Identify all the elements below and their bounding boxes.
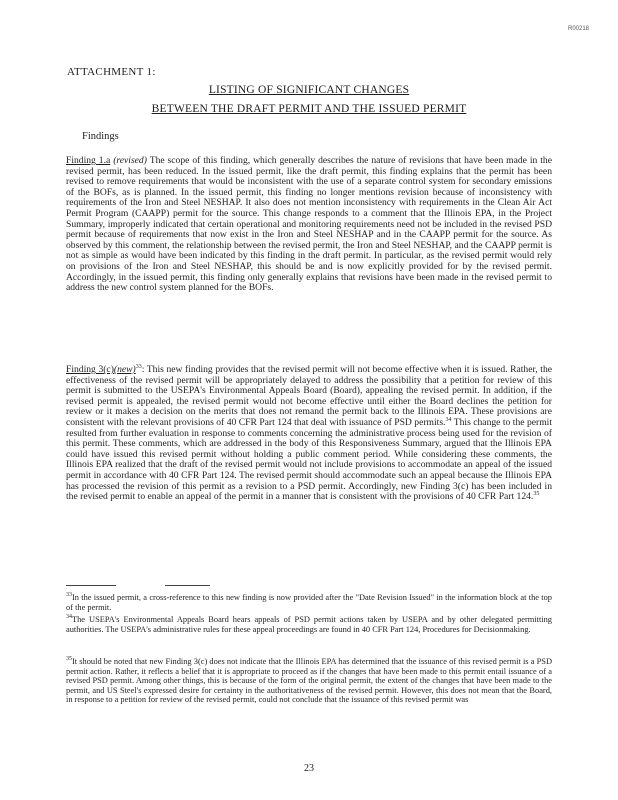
footnote-text: It should be noted that new Finding 3(c) does not indicate that the Illinois EPA has determined that the issuance of this revised permit is a PSD permit action. Rather, it reflects a belief that it is appropriate to proceed as if the changes that have been made to this permit entail issuance of a revised PSD permit. Among other things, this is because of the form of the original permit, the extent of the changes that have been made to the permit, and US Steel's expressed desire for certainty in the authoritativeness of the revised permit. However, this does not mean that the Board, in response to a petition for review of the revised permit, could not conclude that the issuance of this revised permit was [66,657,552,704]
footnote-33 [66,593,552,612]
bates-stamp: R00218 [568,26,590,32]
footnote-34 [66,615,552,634]
footnote-text: The USEPA's Environmental Appeals Board hears appeals of PSD permit actions taken by USEPA and by other delegated permitting authorities. The USEPA's administrative rules for these appeal proceedings are found in 40 CFR Part 124, Procedures for Decisionmaking. [66,615,552,634]
paragraph-finding-1a [66,156,552,294]
footnote-ref-35: 35 [533,490,540,497]
paragraph-finding-3c [66,365,552,503]
finding-3c-label: Finding 3(c)(new) [66,364,136,375]
page-number: 23 [304,763,314,774]
footnote-number: 35 [66,656,72,663]
finding-3c-status: (new) [113,364,136,375]
finding-3c-text-b: This change to the permit resulted from further evaluation in response to comments concerning the administrative process being used for the revision of this permit. These comments, which are addressed in the body of this Responsiveness Summary, argued that the Illinois EPA could have issued this revised permit without holding a public comment period. While considering these comments, the Illinois EPA realized that the draft of the revised permit would not include provisions to accommodate an appeal of the issued permit in accordance with 40 CFR Part 124. The revised permit should accommodate such an appeal because the Illinois EPA has processed the revision of this permit as a revision to a PSD permit. Accordingly, new Finding 3(c) has been included in the revised permit to enable an appeal of the permit in a manner that is consistent with the provisions of 40 CFR Part 124. [66,416,552,503]
footnote-text: In the issued permit, a cross-reference to this new finding is now provided after the "Date Revision Issued" in the information block at the top of the permit. [66,593,552,612]
finding-1a-label: Finding 1.a [66,155,111,166]
document-title-line-2: BETWEEN THE DRAFT PERMIT AND THE ISSUED PERMIT [151,103,467,115]
footnote-number: 33 [66,592,72,599]
footnote-ref-33: 33 [135,363,142,370]
footnote-divider-2 [165,585,210,586]
finding-1a-status: (revised) [113,155,147,166]
finding-1a-text: The scope of this finding, which generally describes the nature of revisions that have been made in the revised permit, has been reduced. In the issued permit, like the draft permit, this finding explains that the permit has been revised to remove requirements that would be inconsistent with the use of a separate control system for secondary emissions of the BOFs, as is planned. In the issued permit, this finding no longer mentions revision because of inconsistency with requirements of the Iron and Steel NESHAP. It also does not mention inconsistency with requirements in the Clean Air Act Permit Program (CAAPP) permit for the source. This change responds to a comment that the Illinois EPA, in the Project Summary, improperly indicated that certain operational and monitoring requirements need not be included in the revised PSD permit because of requirements that now exist in the Iron and Steel NESHAP and in the CAAPP permit for the source. As observed by this comment, the relationship between the revised permit, the Iron and Steel NESHAP, and the CAAPP permit is not as simple as would have been indicated by this finding in the draft permit. In particular, as the revised permit would rely on provisions of the Iron and Steel NESHAP, this should be and is now explicitly provided for by the revised permit. Accordingly, in the issued permit, this finding only generally explains that revisions have been made in the revised permit to address the new control system planned for the BOFs. [66,155,552,294]
footnote-number: 34 [66,614,72,621]
footnote-35 [66,657,552,705]
document-title-line-1: LISTING OF SIGNIFICANT CHANGES [208,84,410,96]
finding-3c-text-a: : This new finding provides that the revised permit will not become effective when it is issued. Rather, the effectiveness of the revised permit will be appropriately delayed to address the possibility that a petition for review of this permit is submitted to the USEPA's Environmental Appeals Board (Board), appealing the revised permit. In addition, if the revised permit is appealed, the revised permit would not become effective until either the Board declines the petition for review or it makes a decision on the merits that does not remand the permit back to the Illinois EPA. These provisions are consistent with the relevant provisions of 40 CFR Part 124 that deal with issuance of PSD permits. [66,364,552,428]
footnote-divider [66,585,116,586]
footnote-ref-34: 34 [445,416,452,423]
findings-heading: Findings [82,131,119,142]
attachment-label: ATTACHMENT 1: [67,66,156,78]
